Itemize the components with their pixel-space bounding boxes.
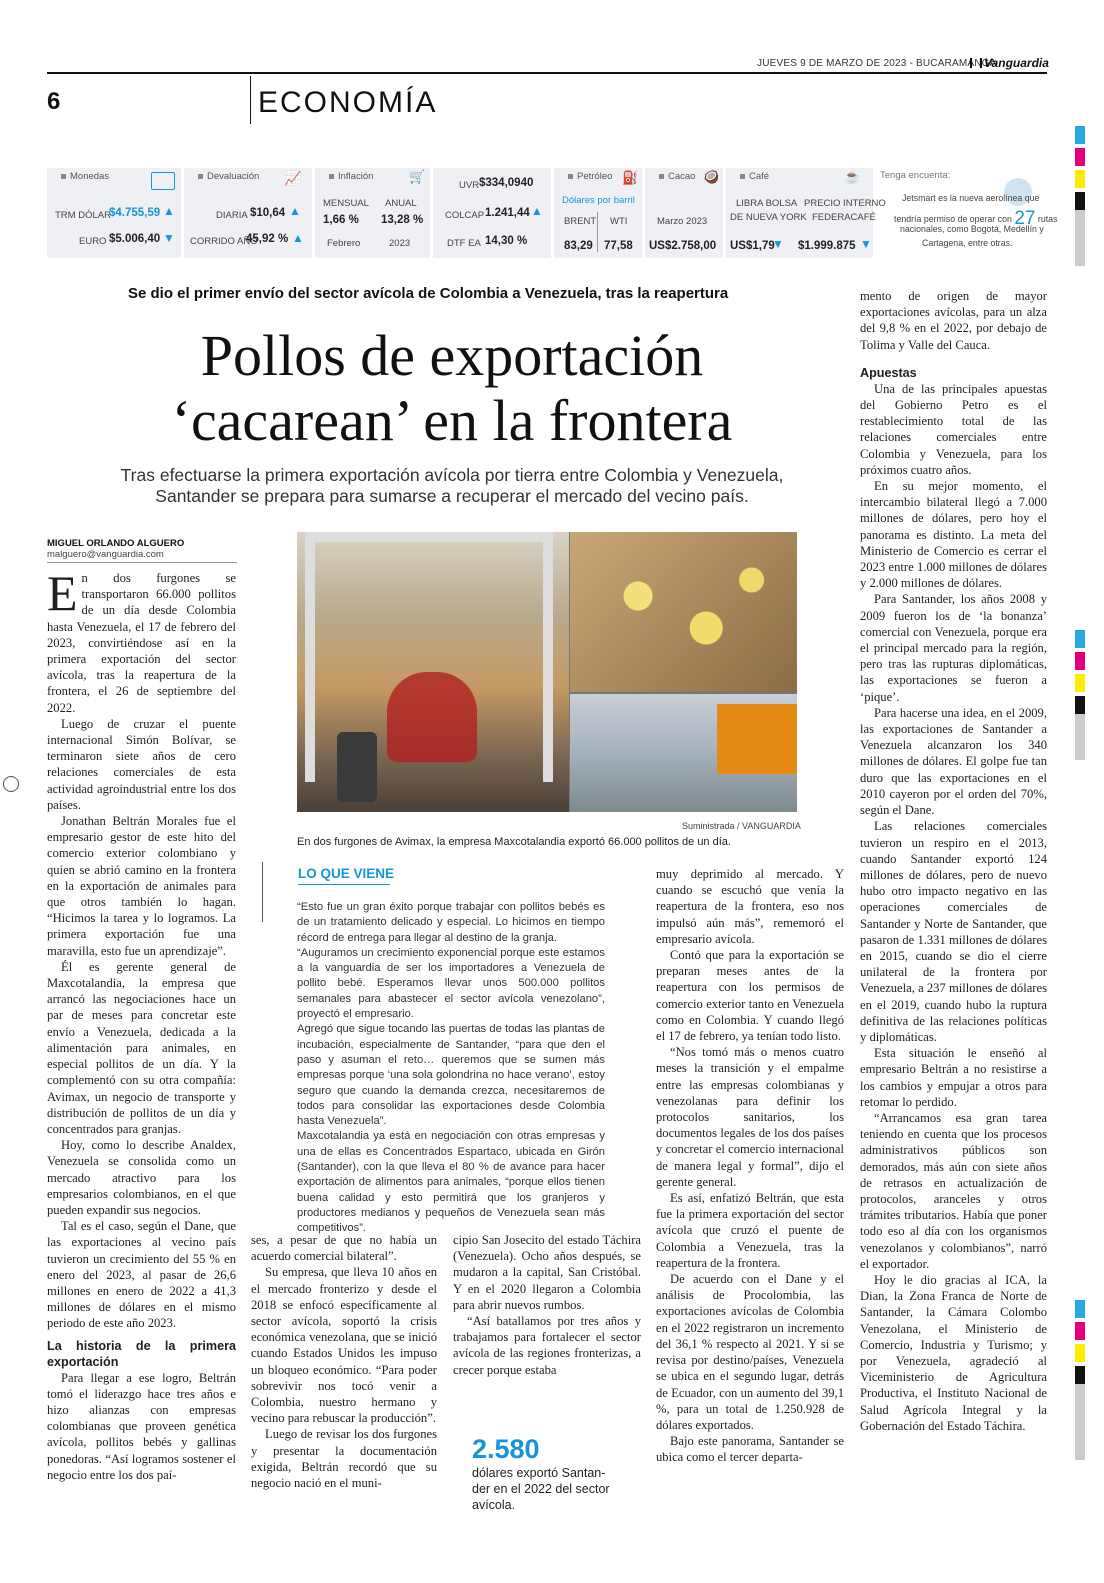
ny-label-2: DE NUEVA YORK	[730, 212, 807, 223]
up-arrow-icon: ▲	[163, 204, 175, 218]
dtf-label: DTF EA	[447, 238, 481, 249]
uvr-label: UVR	[459, 180, 480, 191]
ny-label-1: LIBRA BOLSA	[736, 198, 798, 209]
tenga-text-4: Cartagena, entre otras.	[922, 238, 1013, 248]
headline-line-1: Pollos de exportación	[200, 323, 704, 388]
market-uvr	[433, 168, 551, 258]
article-column-5: mento de origen de mayor exportaciones avícolas, para un alza del 9,8 % en el 2022, por debajo de Tolima y Valle del Cauca. Apuestas Una de las principales apuestas del Gobierno Petro es el restablecimiento total de las relaciones comerciales entre Colombia y Venezuela, para los próximos cuatro años. En su mejor momento, el intercambio bilateral llegó a 7.000 millones de dólares, pero hoy el panorama es distinto. La meta del Ministerio de Comercio es cerrar el 2023 entre 1.000 millones de dólares y 2.000 millones de dólares. Para Santander, los años 2008 y 2009 fueron los de ‘la bonanza’ comercial con Venezuela, porque era el principal mercado para la región, pero tras las rupturas diplomáticas, las exportaciones se fueron a ‘pique’. Para hacerse una idea, en el 2009, las exportaciones de Santander a Venezuela alcanzaron los 340 millones de dólares. El golpe fue tan duro que las exportaciones en el 2010 cayeron por el orden del 70%, según el Dane. Las relaciones comerciales tuvieron un respiro en el 2013, cuando Santander exportó 124 millones de dólares, pero de nuevo hubo otro impacto negativo en las operaciones comerciales de Santander y Norte de Santander, que pasaron de 1.331 millones de dólares en 2015, cuando se dio el cierre unilateral de la frontera por Venezuela, a 237 millones de dólares en el 2019, cuando hubo la ruptura definitiva de las relaciones políticas y diplomáticas. Esta situación le enseñó al empresario Beltrán a no resistirse a los cambios y empujar a otros para retomar lo perdido. “Arrancamos esa gran tarea teniendo en cuenta que los procesos administrativos públicos son demorados, más aún con siete años de retrasos en actualización de protocolos, aranceles y otros trámites tributarios. Había que poner todo eso al día con los organismos venezolanos y colombianos”, narró el exportador. Hoy le dio gracias al ICA, la Dian, la Zona Franca de Norte de Santander, la Cámara Colombo Venezolana, el Ministerio de Comercio, Industria y Turismo; y por Venezuela, agradeció al Viceministerio de Agricultura Productiva, el Instituto Nacional de Salud Agrícola Integral y la Gobernación del Estado Táchira.	[860, 289, 1047, 1433]
anual-label: ANUAL	[385, 198, 417, 209]
photo-hand-phone	[337, 732, 377, 802]
monedas-label: Monedas	[61, 171, 109, 182]
section-title: ECONOMÍA	[258, 86, 438, 119]
brent-label: BRENT	[564, 216, 597, 227]
int-value: $1.999.875	[798, 240, 856, 252]
int-label-1: PRECIO INTERNO	[804, 198, 886, 209]
article-column-2: ses, a pesar de que no había un acuerdo comercial bilateral”. Su empresa, que lleva 10 años en el mercado fronterizo y desde el 2018 se enfocó específicamente al sector avícola, soportó la crisis económica venezolana, que se inició cuando Estados Unidos les impuso un bloqueo económico. “Para poder sobrevivir nos tocó venir a Colombia, nuestro hermano y vecino para rebuscar la producción”. Luego de revisar los dos furgones y presentar la documentación exigida, Beltrán recordó que su negocio nació en el muni-	[251, 1233, 437, 1491]
photo-chicks	[570, 532, 797, 692]
stat-number: 2.580	[472, 1434, 540, 1464]
up-arrow-icon: ▲	[289, 204, 301, 218]
euro-value: $5.006,40	[109, 233, 161, 245]
article-column-4: muy deprimido al mercado. Y cuando se escuchó que venía la reapertura de la frontera, eso nos impulsó aún más”, rememoró el empresario avícola. Contó que para la exportación se preparan meses antes de la reapertura con los permisos de comercio exterior tanto en Venezuela como en Colombia. Y cuando llegó el 17 de febrero, ya tenían todo listo. “Nos tomó más o menos cuatro meses la transición y el empalme entre las empresas colombianas y venezolanas para definir los protocolos sanitarios, los documentos legales de los dos países y concretar el comercio internacional de manera legal y formal”, dijo el gerente general. Es así, enfatizó Beltrán, que esta fue la primera exportación del sector avícola que cruzó el puente de Colombia a Venezuela, tras la reapertura de la frontera. De acuerdo con el Dane y el análisis de Procolombia, las exportaciones avícolas de Colombia en el 2022 registraron un incremento del 36,1 % respecto al 2021. Y si se revisa por destino/países, Venezuela se ubica en el segundo lugar, detrás de Ecuador, con un aumento del 39,1 %, para un total de 1.250.928 de dólares exportados. Bajo este panorama, Santander se ubica como el tercer departa-	[656, 867, 844, 1465]
tenga-text-2: tendría permiso de operar con 27 rutas	[894, 208, 1058, 229]
lo-que-viene-title: LO QUE VIENE	[298, 866, 395, 881]
dateline: JUEVES 9 DE MARZO DE 2023 - BUCARAMANGA	[757, 58, 997, 69]
corrido-label: CORRIDO AÑO	[190, 236, 258, 247]
subhead-apuestas: Apuestas	[860, 365, 917, 380]
author-email[interactable]: malguero@vanguardia.com	[47, 549, 164, 560]
cafe-label: Café	[740, 171, 769, 182]
trm-value: $4.755,59	[109, 207, 161, 219]
brand-mark-icon	[970, 58, 982, 68]
photo-avimax-truck	[717, 704, 797, 774]
oil-pump-icon: ⛽	[622, 170, 639, 185]
stat-text-2: der en el 2022 del sector	[472, 1482, 610, 1496]
tenga-text-3: nacionales, como Bogotá, Medellín y	[900, 224, 1044, 234]
lo-que-viene-rule	[298, 884, 390, 885]
deck-line-2: Santander se prepara para sumarse a recuperar el mercado del vecino país.	[155, 486, 749, 506]
tenga-big-number: 27	[1014, 208, 1036, 229]
lo-que-viene-bracket	[262, 862, 279, 922]
photo-workers	[387, 672, 477, 762]
lo-que-viene-body: “Esto fue un gran éxito porque trabajar con pollitos bebés es de un tratamiento delicado y especial. Lo hicimos en tiempo récord de entrega para llegar al destino de la granja. “Auguramos un crecimiento exponencial porque este estamos a la vanguardia de ser los importadores a Venezuela de pollito bebé. Esperamos llevar unos 500.000 pollitos semanales para abastecer el sector avícola venezolano”, proyectó el empresario. Agregó que sigue tocando las puertas de todas las plantas de incubación, especialmente de Santander, “para que den el paso y asuman el reto… queremos que se sumen más empresas porque ‘una sola golondrina no hace verano’, estoy seguro que cuando la demanda crezca, necesitaremos de todos para consolidar las exportaciones desde Colombia hasta Venezuela”. Maxcotalandia ya está en negociación con otras empresas y una de ellas es Concentrados Espartaco, ubicada en Girón (Santander), con la que lleva el 80 % de avance para hacer exportación de alimentos para animales, “porque ellos tienen buena calidad y esto permitirá que los granjeros y productores medianos y pequeños de Venezuela sean más competitivos”.	[297, 901, 605, 1235]
market-monedas	[47, 168, 181, 258]
brand-logo: Vanguardia	[970, 56, 1049, 70]
drop-cap: E	[47, 565, 78, 621]
deck-line-1: Tras efectuarse la primera exportación avícola por tierra entre Colombia y Venezuela,	[120, 465, 784, 485]
tenga-label: Tenga encuenta:	[880, 170, 951, 181]
photo-credit: Suministrada / VANGUARDIA	[682, 821, 801, 831]
petroleo-label: Petróleo	[568, 171, 612, 182]
cacao-value: US$2.758,00	[649, 240, 717, 252]
tenga-text-1: Jetsmart es la nueva aerolínea que	[902, 193, 1040, 203]
petroleo-sub: Dólares por barril	[562, 195, 635, 206]
cacao-fecha: Marzo 2023	[657, 216, 708, 227]
diaria-value: $10,64	[250, 207, 286, 219]
subhead-historia: La historia de la primera exportación	[47, 1338, 236, 1369]
market-cacao	[645, 168, 723, 258]
registration-marks-top	[1075, 126, 1085, 266]
mensual-value: 1,66 %	[323, 214, 359, 226]
brent-value: 83,29	[564, 240, 593, 252]
anual-value: 13,28 %	[381, 214, 424, 226]
down-arrow-icon: ▼	[163, 231, 175, 245]
trm-label: TRM DÓLAR	[55, 210, 111, 221]
up-arrow-icon: ▲	[292, 231, 304, 245]
up-arrow-icon: ▲	[531, 204, 543, 218]
inflacion-label: Inflación	[329, 171, 373, 182]
article-column-3: cipio San Josecito del estado Táchira (Venezuela). Ocho años después, se mudaron a la capital, San Cristóbal. Y en el 2020 llegaron a Colombia para abrir nuevos rumbos. “Así batallamos por tres años y trabajamos para fortalecer el sector avícola de las regiones fronterizas, a crecer porque estaba	[453, 1233, 641, 1377]
photo-caption: En dos furgones de Avimax, la empresa Maxcotalandia exportó 66.000 pollitos de un día.	[297, 836, 731, 848]
registration-marks-bottom	[1075, 1300, 1085, 1460]
euro-label: EURO	[79, 236, 107, 247]
down-arrow-icon: ▼	[860, 237, 872, 251]
mensual-label: MENSUAL	[323, 198, 369, 209]
int-label-2: FEDERACAFÉ	[812, 212, 876, 223]
chart-icon: 📈	[284, 170, 302, 186]
market-devaluacion	[184, 168, 312, 258]
ny-value: US$1,79	[730, 240, 775, 252]
market-tenga	[876, 168, 1058, 258]
header-rule	[47, 72, 1047, 74]
section-divider	[250, 76, 251, 124]
uvr-value: $334,0940	[479, 177, 534, 189]
author-name: MIGUEL ORLANDO ALGUERO	[47, 538, 185, 549]
dtf-value: 14,30 %	[485, 235, 528, 247]
colcap-label: COLCAP	[445, 210, 485, 221]
stat-text-3: avícola.	[472, 1498, 516, 1512]
registration-marks-mid	[1075, 630, 1085, 760]
wti-value: 77,58	[604, 240, 633, 252]
corrido-value: 45,92 %	[246, 233, 289, 245]
coffee-bean-icon: ☕	[844, 169, 861, 184]
news-photo	[297, 532, 797, 812]
crosshair-icon	[3, 776, 19, 792]
stat-text-1: dólares exportó Santan-	[472, 1466, 606, 1480]
down-arrow-icon: ▼	[772, 237, 784, 251]
article-column-1: En dos furgones se transportaron 66.000 pollitos de un día desde Colombia hasta Venezuela, el 17 de febrero del 2023, convirtiéndose así en la primera exportación del sector avícola, tras la reapertura de la frontera, el 26 de septiembre del 2022. Luego de cruzar el puente internacional Simón Bolívar, se terminaron siete años de cero relaciones comerciales de esta actividad agroindustrial entre los dos países. Jonathan Beltrán Morales fue el empresario gestor de este hito del comercio exterior colombiano y quien se abrió camino en la frontera en la exportación de animales para que otros también lo hagan. “Hicimos la tarea y lo logramos. La primera exportación fue una maravilla, esto fue un aprendizaje”. Él es gerente general de Maxcotalandia, la empresa que arrancó las negociaciones hace un par de meses para concretar este envío a Venezuela, dedicada a la alimentación para animales, en especial pollitos de un día. Y la complementó con su otra compañía: Avimax, un negocio de transporte y distribución de pollitos de un día y concentrados para granjas. Hoy, como lo describe Analdex, Venezuela se consolida como un mercado atractivo para los empresarios colombianos, en el que pueden expandir sus negocios. Tal es el caso, según el Dane, que las exportaciones al vecino país tuvieron un crecimiento del 55 % en enero del 2023, al pasar de 26,6 millones en enero de 2022 a 41,3 millones de dólares en el mismo periodo de este año 2023. La historia de la primera exportación Para llegar a ese logro, Beltrán tomó el liderazgo hace tres años e hizo alianzas con empresas colombianas que proveen genética avícola, pollitos bebés y gallinas ponedoras. “Así logramos sostener el negocio entre los dos paí-	[47, 565, 236, 1482]
market-cafe	[726, 168, 886, 258]
kicker: Se dio el primer envío del sector avícola de Colombia a Venezuela, tras la reapertura	[128, 285, 729, 302]
wti-label: WTI	[610, 216, 628, 227]
inflacion-anio: 2023	[389, 238, 411, 249]
byline-rule	[47, 562, 237, 563]
cacao-label: Cacao	[659, 171, 695, 182]
colcap-value: 1.241,44	[485, 207, 530, 219]
basket-icon: 🛒	[409, 169, 426, 184]
market-inflacion	[315, 168, 430, 258]
petroleo-divider	[597, 212, 598, 252]
headline-line-2: ‘cacarean’ en la frontera	[171, 388, 733, 453]
cash-icon	[151, 172, 175, 190]
page-number: 6	[47, 88, 61, 115]
devaluacion-label: Devaluación	[198, 171, 259, 182]
cacao-pod-icon: 🥥	[703, 169, 720, 184]
market-petroleo	[554, 168, 642, 258]
inflacion-mes: Febrero	[327, 238, 361, 249]
diaria-label: DIARIA	[216, 210, 248, 221]
